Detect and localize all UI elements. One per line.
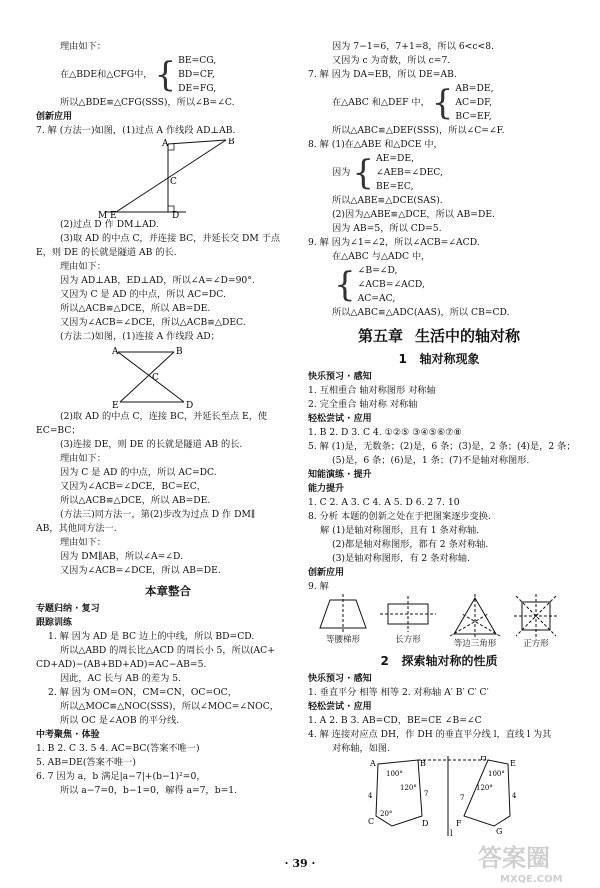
svg-text:7: 7 [424,790,429,798]
chapter-name: 生活中的轴对称 [415,327,521,345]
brace-items [376,152,443,194]
text-line: 9. 解 [308,581,329,592]
svg-text:120°: 120° [400,784,417,792]
fig-label: B [176,347,183,357]
text-line: 所以△MOC≌△NOC(SSS)，所以∠MOC=∠NOC， [60,701,279,712]
page-number: · 39 · [284,857,316,870]
fig-label: A [162,139,169,149]
text-line: (方法三)同方法一，第(2)步改为过点 D 作 DM∥ [60,509,256,520]
text-line: (3)连接 DE，则 DE 的长就是隧道 AB 的长. [60,439,243,450]
text-line: 1. 互相重合 轴对称图形 对称轴 [308,385,436,396]
text-line: 2. 完全重合 轴对称 对称轴 [308,399,418,410]
brace-item: ∠ACB=∠ACD, [357,279,425,290]
text-line: 理由如下： [60,41,106,52]
brace-item: AE=DE, [376,153,415,164]
section-number: 1 [398,352,407,366]
text-line: 7. 解 (方法一)如图，(1)过点 A 作线段 AD⊥AB. [36,125,236,136]
chapter-number: 第五章 [357,327,403,345]
fig-label: A [112,347,119,357]
chapter-title [308,324,570,348]
text-line: 又因为∠ACB=∠DCE，所以 AB=DE. [60,565,221,576]
text-line: 所以△ABE≌△DCE(SAS). [332,195,443,206]
symmetry-shapes [318,594,558,650]
brace-group: 在△ABC 和△DEF 中， { AB=DE, AC=DF, BC=EF, [332,83,494,123]
fig-label: B [228,138,235,147]
text-line: (3)是轴对称图形，有 2 条对称轴. [332,553,470,564]
watermark [470,838,596,886]
fig-label: C [170,177,177,187]
text-line: 又因为∠ACB=∠DCE，BC=EC， [60,481,206,492]
svg-text:l: l [450,829,453,836]
brace-items [455,82,493,124]
svg-text:D: D [422,819,429,828]
text-line: 又因为 c 为奇数，所以 c=7. [332,55,451,66]
section-heading: 快乐预习 · 感知 [308,674,372,684]
text-line: 所以△BDE≌△CFG(SSS)，所以∠B=∠C. [60,97,235,108]
shape-isosceles-trapezoid: 等腰梯形 [318,594,368,650]
svg-text:100°: 100° [488,770,505,778]
svg-text:7: 7 [460,794,465,802]
text-line: 又因为∠ACB=∠DCE，所以△ACB≌△DEC. [60,317,246,328]
text-line: 4. 解 连接对应点 DH，作 DH 的垂直平分线 l，直线 l 为其 [308,729,552,740]
text-line: (2)因为△ABE≌△DCE，所以 AB=DE. [332,209,495,220]
chapter-summary-title: 本章整合 [145,584,191,598]
text-line: 所以△ABD 的周长比△ACD 的周长小 5，所以(AC+ [60,645,275,656]
section-heading: 创新应用 [36,112,73,122]
text-line: 因为 7−1=6，7+1=8，所以 6<c<8. [332,41,494,52]
text-line: 因此，AC 长与 AB 的差为 5. [60,673,181,684]
shape-square: 正方形 [514,594,558,650]
text-line: (3)取 AD 的中点 C，并连接 BC，并延长交 DM 于点 [60,233,281,244]
text-line: (5)是，6 条；(6)是，1 条；(7)不是轴对称图形. [332,455,530,466]
text-line: 在△ABC 和△DEF 中， [332,97,430,108]
text-line: 1. A 2. B 3. AB=CD，BE=CE ∠B=∠C [308,715,482,726]
right-column [308,40,576,836]
text-line: 理由如下： [60,453,106,464]
svg-text:120°: 120° [476,784,493,792]
text-line: 所以△ABC≌△DEF(SSS)，所以∠C=∠F. [332,125,505,136]
text-line: 因为 [332,167,351,178]
text-line: 因为 AB=5，所以 CD=5. [332,223,442,234]
brace-group: 在△BDE和△CFG中， { BE=CG, BD=CF, DE=FG, [60,55,217,95]
text-line: 理由如下： [60,261,106,272]
text-line: CD+AD)−(AB+BD+AD)=AC−AB=5. [36,659,207,670]
section-title [308,650,570,672]
section-heading: 专题归纳 · 复习 [36,604,100,614]
fig-label: C [152,373,159,383]
svg-text:20°: 20° [380,810,393,818]
text-line: E，则 DE 的长就是隧道 AB 的长. [36,247,177,258]
svg-text:H: H [480,756,487,762]
fig-label: E [110,211,117,218]
brace-item: AC=DF, [455,97,492,108]
brace-item: BD=CF, [178,69,215,80]
text-line: 5. AB=DE(答案不唯一) [36,757,136,768]
text-line: (方法二)如图，(1)连接 A 作线段 AD； [60,331,220,342]
section-heading: 中考聚焦 · 体验 [36,730,100,740]
svg-text:E: E [510,759,516,768]
text-line: (2)过点 D 作 DM⊥AD. [60,219,159,230]
text-line: 2. 解 因为 OM=ON，CM=CN，OC=OC， [48,687,237,698]
fig-label: D [172,211,180,218]
section-heading: 跟踪训练 [36,618,73,628]
text-line: 所以△ACB≌△DCE，所以 AB=DE. [60,303,211,314]
text-line: 又因为 C 是 AD 的中点，所以 AC=DC. [60,289,226,300]
text-line: 解 (1)是轴对称图形，且有 1 条对称轴. [320,525,480,536]
section-name: 探索轴对称的性质 [401,654,498,668]
section-number: 2 [380,654,389,668]
brace-item: BE=CG, [178,55,217,66]
watermark-url: MXQE.COM [500,874,563,885]
svg-text:100°: 100° [386,770,403,778]
brace-item: BE=EC, [376,181,414,192]
watermark-text: 答案圈 [478,844,550,872]
text-line: 理由如下： [60,537,106,548]
section-heading: 轻松尝试 · 应用 [308,414,372,424]
text-line: (2)取 AD 的中点 C，连接 BC，并延长至点 E，使 [60,411,268,422]
text-line: 1. B 2. D 3. C 4. ①②⑤ ③④⑤⑥⑦⑧ [308,427,462,438]
brace-item: AB=DE, [455,83,494,94]
text-line: 8. 分析 本题的创新之处在于把图案逐步变换. [308,511,491,522]
shape-rectangle: 长方形 [380,594,436,650]
text-line: 在△ABC 与△ADC 中， [332,251,431,262]
shape-equilateral-triangle: 等边三角形 [448,594,502,650]
text-line: 在△BDE和△CFG中， [60,69,153,80]
text-line: 1. B 2. C 3. 5 4. AC=BC(答案不唯一) [36,743,200,754]
fig-label: E [112,401,119,410]
text-line: EC=BC； [36,425,81,436]
section-heading: 知能演练 · 提升 [308,470,372,480]
text-line: 所以 a−7=0，b−1=0，解得 a=7，b=1. [60,785,238,796]
left-column [36,40,300,798]
brace-group: { ∠B=∠D, ∠ACB=∠ACD, AC=AC, [334,265,425,305]
brace-group: 因为 { AE=DE, ∠AEB=∠DEC, BE=EC, [332,153,443,193]
brace-items [178,54,216,96]
section-title [308,348,570,370]
brace-item: BC=EF, [455,111,492,122]
svg-text:B: B [420,759,426,768]
figure-axis-symmetry [348,756,548,836]
figure-method-one [36,138,276,218]
brace-items [358,264,425,306]
text-line: 6. 7 因为 a，b 满足|a−7|+(b−1)²=0， [36,771,206,782]
text-line: AB，其他同方法一. [36,523,117,534]
text-line: 因为 DM∥AB，所以∠A=∠D. [60,551,183,562]
brace-item: ∠B=∠D, [357,265,398,276]
text-line: 因为 C 是 AD 的中点，所以 AC=DC. [60,467,217,478]
text-line: 1. C 2. A 3. C 4. A 5. D 6. 2 7. 10 [308,497,460,508]
svg-text:4: 4 [368,792,373,800]
text-line: 因为 AD⊥AB，ED⊥AD，所以∠A=∠D=90°. [60,275,255,286]
svg-text:F: F [456,819,462,828]
brace-item: AC=AC, [357,293,396,304]
fig-label: D [186,401,194,410]
fig-label: M [98,211,108,218]
text-line: 8. 解 (1)在△ABE 和△DCE 中， [308,139,443,150]
figure-method-two [36,344,276,410]
text-line: 对称轴，如图. [332,743,391,754]
text-line: 9. 解 因为∠1=∠2，所以∠ACB=∠ACD. [308,237,480,248]
text-line: 1. 垂直平分 相等 相等 2. 对称轴 A′ B′ C′ C′ [308,687,489,698]
section-name: 轴对称现象 [419,352,480,366]
section-heading: 能力提升 [308,484,345,494]
text-line: 5. 解 (1)是，无数条；(2)是，6 条；(3)是，2 条；(4)是，2 条； [308,441,576,452]
text-line: 所以△ACB≌△DCE，所以 AB=DE. [60,495,211,506]
brace-item: ∠AEB=∠DEC, [376,167,443,178]
brace-item: DE=FG, [178,83,217,94]
text-line: 1. 解 因为 AD 是 BC 边上的中线，所以 BD=CD. [48,631,255,642]
text-line: 所以△ABC≌△ADC(AAS)，所以 CB=CD. [332,307,510,318]
text-line: 7. 解 因为 DA=EB，所以 DE=AB. [308,69,457,80]
text-line: (2)都是轴对称图形，都有 2 条对称轴. [332,539,489,550]
section-heading: 轻松尝试 · 应用 [308,702,372,712]
svg-text:G: G [496,827,503,836]
svg-text:C: C [368,817,375,826]
svg-text:A: A [370,759,376,768]
section-heading: 创新应用 [308,568,345,578]
svg-text:4: 4 [512,792,517,800]
section-heading: 快乐预习 · 感知 [308,372,372,382]
text-line: 所以 OC 是∠AOB 的平分线. [60,715,180,726]
